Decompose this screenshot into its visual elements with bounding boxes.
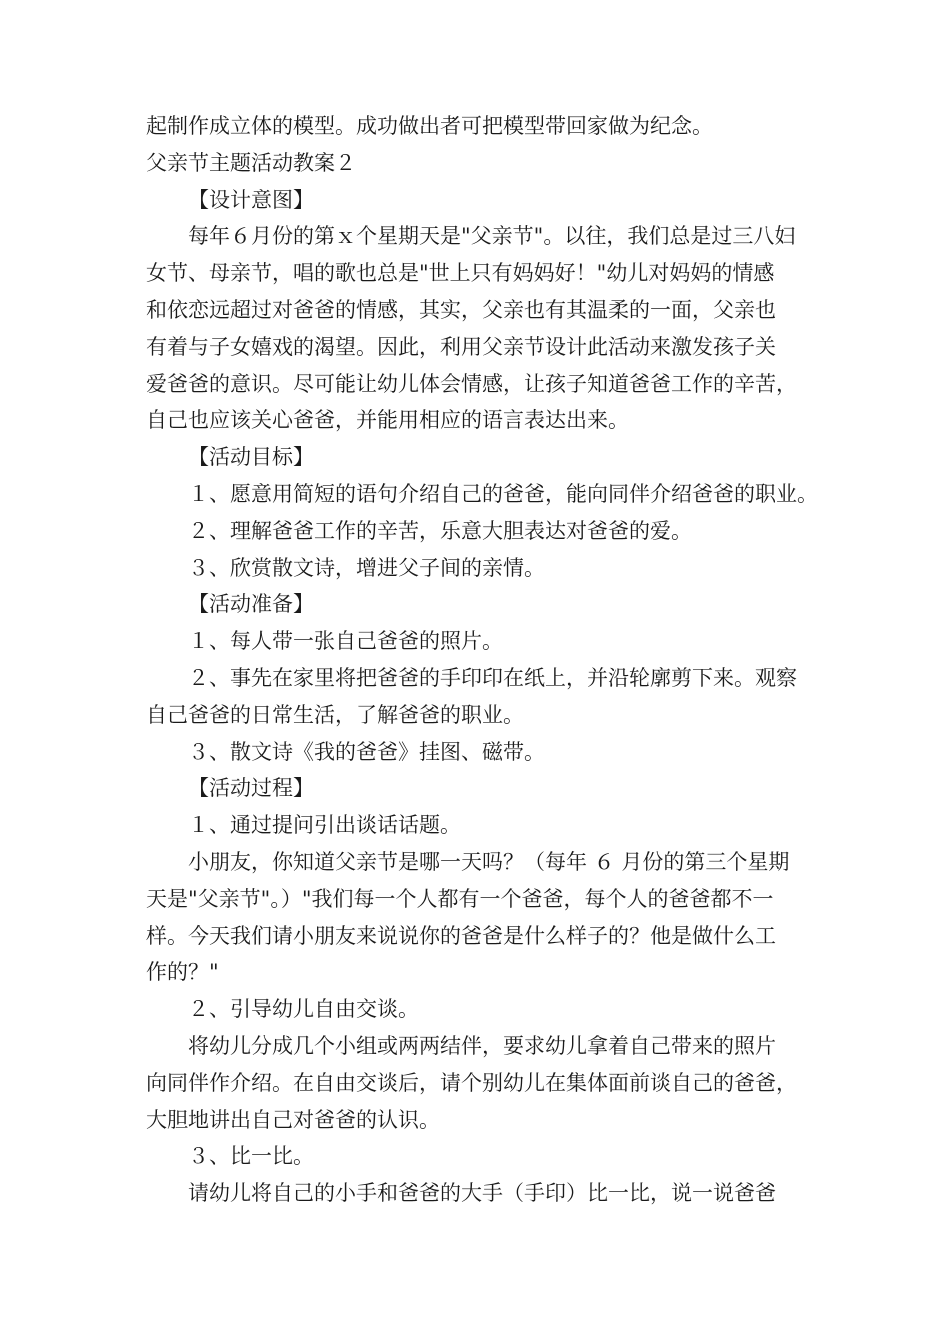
text-line: 小朋友，你知道父亲节是哪一天吗？（每年 ６ 月份的第三个星期 — [188, 849, 790, 874]
heading-design-intent: 【设计意图】 — [188, 187, 314, 212]
text-line: 女节、母亲节，唱的歌也总是"世上只有妈妈好！"幼儿对妈妈的情感 — [146, 261, 775, 286]
list-item: ３、欣赏散文诗，增进父子间的亲情。 — [188, 555, 545, 580]
text-line: 请幼儿将自己的小手和爸爸的大手（手印）比一比，说一说爸爸 — [188, 1181, 776, 1206]
text-line: 大胆地讲出自己对爸爸的认识。 — [146, 1107, 440, 1132]
text-line: 天是"父亲节"。）"我们每一个人都有一个爸爸，每个人的爸爸都不一 — [146, 886, 774, 911]
list-item: ２、理解爸爸工作的辛苦，乐意大胆表达对爸爸的爱。 — [188, 518, 692, 543]
text-line: 和依恋远超过对爸爸的情感，其实，父亲也有其温柔的一面，父亲也 — [146, 297, 776, 322]
list-item: ２、引导幼儿自由交谈。 — [188, 997, 419, 1022]
text-line: 起制作成立体的模型。成功做出者可把模型带回家做为纪念。 — [146, 114, 713, 138]
list-item: ２、事先在家里将把爸爸的手印印在纸上，并沿轮廓剪下来。观察 — [188, 665, 797, 690]
text-line: 样。今天我们请小朋友来说说你的爸爸是什么样子的？他是做什么工 — [146, 923, 776, 948]
text-line: 作的？" — [146, 960, 219, 985]
section-title: 父亲节主题活动教案２ — [146, 150, 356, 175]
text-line: 向同伴作介绍。在自由交谈后，请个别幼儿在集体面前谈自己的爸爸， — [146, 1070, 797, 1095]
list-item: ３、散文诗《我的爸爸》挂图、磁带。 — [188, 739, 545, 764]
heading-activity-goals: 【活动目标】 — [188, 445, 314, 470]
text-line: 每年６月份的第ｘ个星期天是"父亲节"。以往，我们总是过三八妇 — [188, 224, 796, 249]
list-item: １、愿意用简短的语句介绍自己的爸爸，能向同伴介绍爸爸的职业。 — [188, 481, 818, 506]
list-item: １、每人带一张自己爸爸的照片。 — [188, 629, 503, 654]
list-item: １、通过提问引出谈话话题。 — [188, 813, 461, 838]
text-line: 将幼儿分成几个小组或两两结伴，要求幼儿拿着自己带来的照片 — [188, 1033, 776, 1058]
text-line: 爱爸爸的意识。尽可能让幼儿体会情感，让孩子知道爸爸工作的辛苦， — [146, 371, 797, 396]
text-line: 有着与子女嬉戏的渴望。因此，利用父亲节设计此活动来激发孩子关 — [146, 334, 776, 359]
document-body — [146, 108, 836, 1212]
list-item: ３、比一比。 — [188, 1144, 314, 1169]
heading-activity-process: 【活动过程】 — [188, 776, 314, 801]
text-line: 自己也应该关心爸爸，并能用相应的语言表达出来。 — [146, 408, 629, 433]
text-line: 自己爸爸的日常生活，了解爸爸的职业。 — [146, 702, 524, 727]
heading-activity-preparation: 【活动准备】 — [188, 592, 314, 617]
